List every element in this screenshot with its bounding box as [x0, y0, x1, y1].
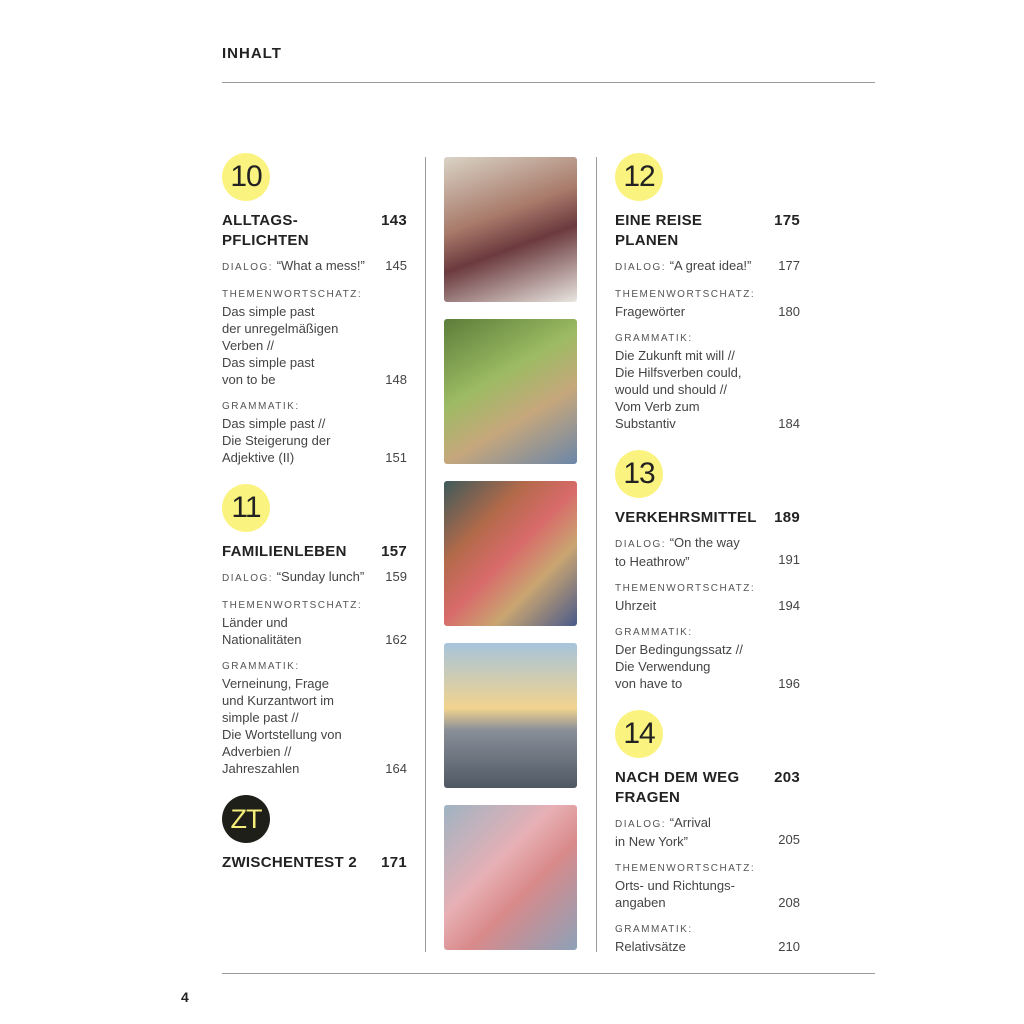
entry-page: 194: [778, 598, 800, 613]
chapter-title: NACH DEM WEG FRAGEN: [615, 769, 740, 806]
toc-entry[interactable]: [222, 257, 407, 276]
chapter-section: [615, 153, 800, 432]
chapter-page: 171: [381, 854, 407, 871]
chapter-number-badge: 10: [222, 153, 270, 201]
entry-label: GRAMMATIK:: [615, 924, 693, 935]
chapter-number-badge: 11: [222, 484, 270, 532]
entry-text: Verneinung, Frage und Kurzantwort im simple past // Die Wortstellung von Adverbien // Jahreszahlen: [222, 676, 342, 776]
toc-entry[interactable]: [615, 286, 800, 320]
entry-text: “What a mess!”: [276, 258, 365, 273]
entry-text: Länder und Nationalitäten: [222, 615, 302, 647]
entry-page: 151: [385, 450, 407, 465]
chapter-section: [615, 710, 800, 955]
entry-text: Die Zukunft mit will // Die Hilfsverben could, would und should // Vom Verb zum Substantiv: [615, 348, 742, 431]
entry-text: “A great idea!”: [669, 258, 752, 273]
entry-label: DIALOG:: [615, 539, 667, 550]
toc-entry[interactable]: [222, 658, 407, 777]
chapter-title: EINE REISE PLANEN: [615, 212, 703, 249]
entry-page: 145: [385, 258, 407, 273]
entry-label: GRAMMATIK:: [222, 661, 300, 672]
chapter-number-badge: 12: [615, 153, 663, 201]
entry-page: 208: [778, 895, 800, 910]
clothes-flatlay-photo: [444, 481, 577, 626]
toc-entry[interactable]: [615, 921, 800, 955]
header-divider: [222, 82, 875, 83]
entry-text: Relativsätze: [615, 939, 686, 954]
toc-entry[interactable]: [615, 580, 800, 614]
page-number: 4: [181, 989, 189, 1005]
page-header-title: INHALT: [222, 45, 282, 62]
father-with-baby-laundry-photo: [444, 157, 577, 302]
column-divider-right: [596, 157, 597, 952]
toc-entry[interactable]: [615, 814, 800, 850]
toc-entry[interactable]: [222, 597, 407, 648]
chapter-title-row[interactable]: [222, 542, 407, 562]
entry-page: 184: [778, 416, 800, 431]
column-divider-left: [425, 157, 426, 952]
chapter-title-row[interactable]: [615, 211, 800, 251]
entry-page: 159: [385, 569, 407, 584]
entry-page: 177: [778, 258, 800, 273]
entry-page: 164: [385, 761, 407, 776]
entry-label: GRAMMATIK:: [615, 627, 693, 638]
chapter-title-row[interactable]: [615, 508, 800, 528]
entry-text: “On the way to Heathrow”: [615, 535, 740, 569]
entry-label: THEMENWORTSCHATZ:: [615, 583, 756, 594]
entry-page: 180: [778, 304, 800, 319]
entry-label: THEMENWORTSCHATZ:: [615, 863, 756, 874]
chapter-page: 203: [774, 769, 800, 786]
entry-label: THEMENWORTSCHATZ:: [222, 289, 363, 300]
couple-city-photo: [444, 805, 577, 950]
chapter-section: [222, 153, 407, 466]
entry-page: 191: [778, 552, 800, 567]
chapter-number-badge: ZT: [222, 795, 270, 843]
airport-planes-photo: [444, 643, 577, 788]
chapter-page: 175: [774, 212, 800, 229]
chapter-title: VERKEHRSMITTEL: [615, 509, 757, 526]
entry-label: DIALOG:: [615, 819, 667, 830]
toc-entry[interactable]: [615, 257, 800, 276]
toc-entry[interactable]: [222, 286, 407, 388]
toc-entry[interactable]: [615, 624, 800, 692]
entry-text: “Sunday lunch”: [276, 569, 365, 584]
chapter-section: [222, 484, 407, 777]
entry-text: Orts- und Richtungs- angaben: [615, 878, 735, 910]
entry-text: “Arrival in New York”: [615, 815, 711, 849]
entry-label: DIALOG:: [222, 573, 274, 584]
entry-label: DIALOG:: [615, 262, 667, 273]
entry-page: 196: [778, 676, 800, 691]
toc-entry[interactable]: [222, 398, 407, 466]
entry-page: 148: [385, 372, 407, 387]
toc-right-column: [615, 153, 800, 971]
chapter-section: [222, 795, 407, 873]
entry-label: DIALOG:: [222, 262, 274, 273]
chapter-section: [615, 450, 800, 692]
chapter-page: 189: [774, 509, 800, 526]
chapter-title: ALLTAGS- PFLICHTEN: [222, 212, 309, 249]
chapter-page: 157: [381, 543, 407, 560]
entry-label: GRAMMATIK:: [222, 401, 300, 412]
footer-divider: [222, 973, 875, 974]
chapter-page: 143: [381, 212, 407, 229]
chapter-number-badge: 14: [615, 710, 663, 758]
entry-label: THEMENWORTSCHATZ:: [222, 600, 363, 611]
toc-entry[interactable]: [615, 534, 800, 570]
chapter-title: ZWISCHENTEST 2: [222, 854, 358, 871]
entry-text: Fragewörter: [615, 304, 686, 319]
grandfather-with-boy-photo: [444, 319, 577, 464]
toc-left-column: [222, 153, 407, 889]
chapter-title: FAMILIENLEBEN: [222, 543, 347, 560]
toc-entry[interactable]: [615, 330, 800, 432]
entry-text: Das simple past der unregelmäßigen Verben // Das simple past von to be: [222, 304, 339, 387]
chapter-title-row[interactable]: [222, 853, 407, 873]
chapter-number-badge: 13: [615, 450, 663, 498]
entry-page: 210: [778, 939, 800, 954]
chapter-title-row[interactable]: [222, 211, 407, 251]
entry-page: 205: [778, 832, 800, 847]
entry-label: THEMENWORTSCHATZ:: [615, 289, 756, 300]
toc-entry[interactable]: [222, 568, 407, 587]
entry-text: Das simple past // Die Steigerung der Adjektive (II): [222, 416, 331, 465]
entry-label: GRAMMATIK:: [615, 333, 693, 344]
chapter-title-row[interactable]: [615, 768, 800, 808]
toc-entry[interactable]: [615, 860, 800, 911]
entry-page: 162: [385, 632, 407, 647]
entry-text: Uhrzeit: [615, 598, 657, 613]
entry-text: Der Bedingungssatz // Die Verwendung von have to: [615, 642, 743, 691]
photo-column: [444, 157, 577, 967]
